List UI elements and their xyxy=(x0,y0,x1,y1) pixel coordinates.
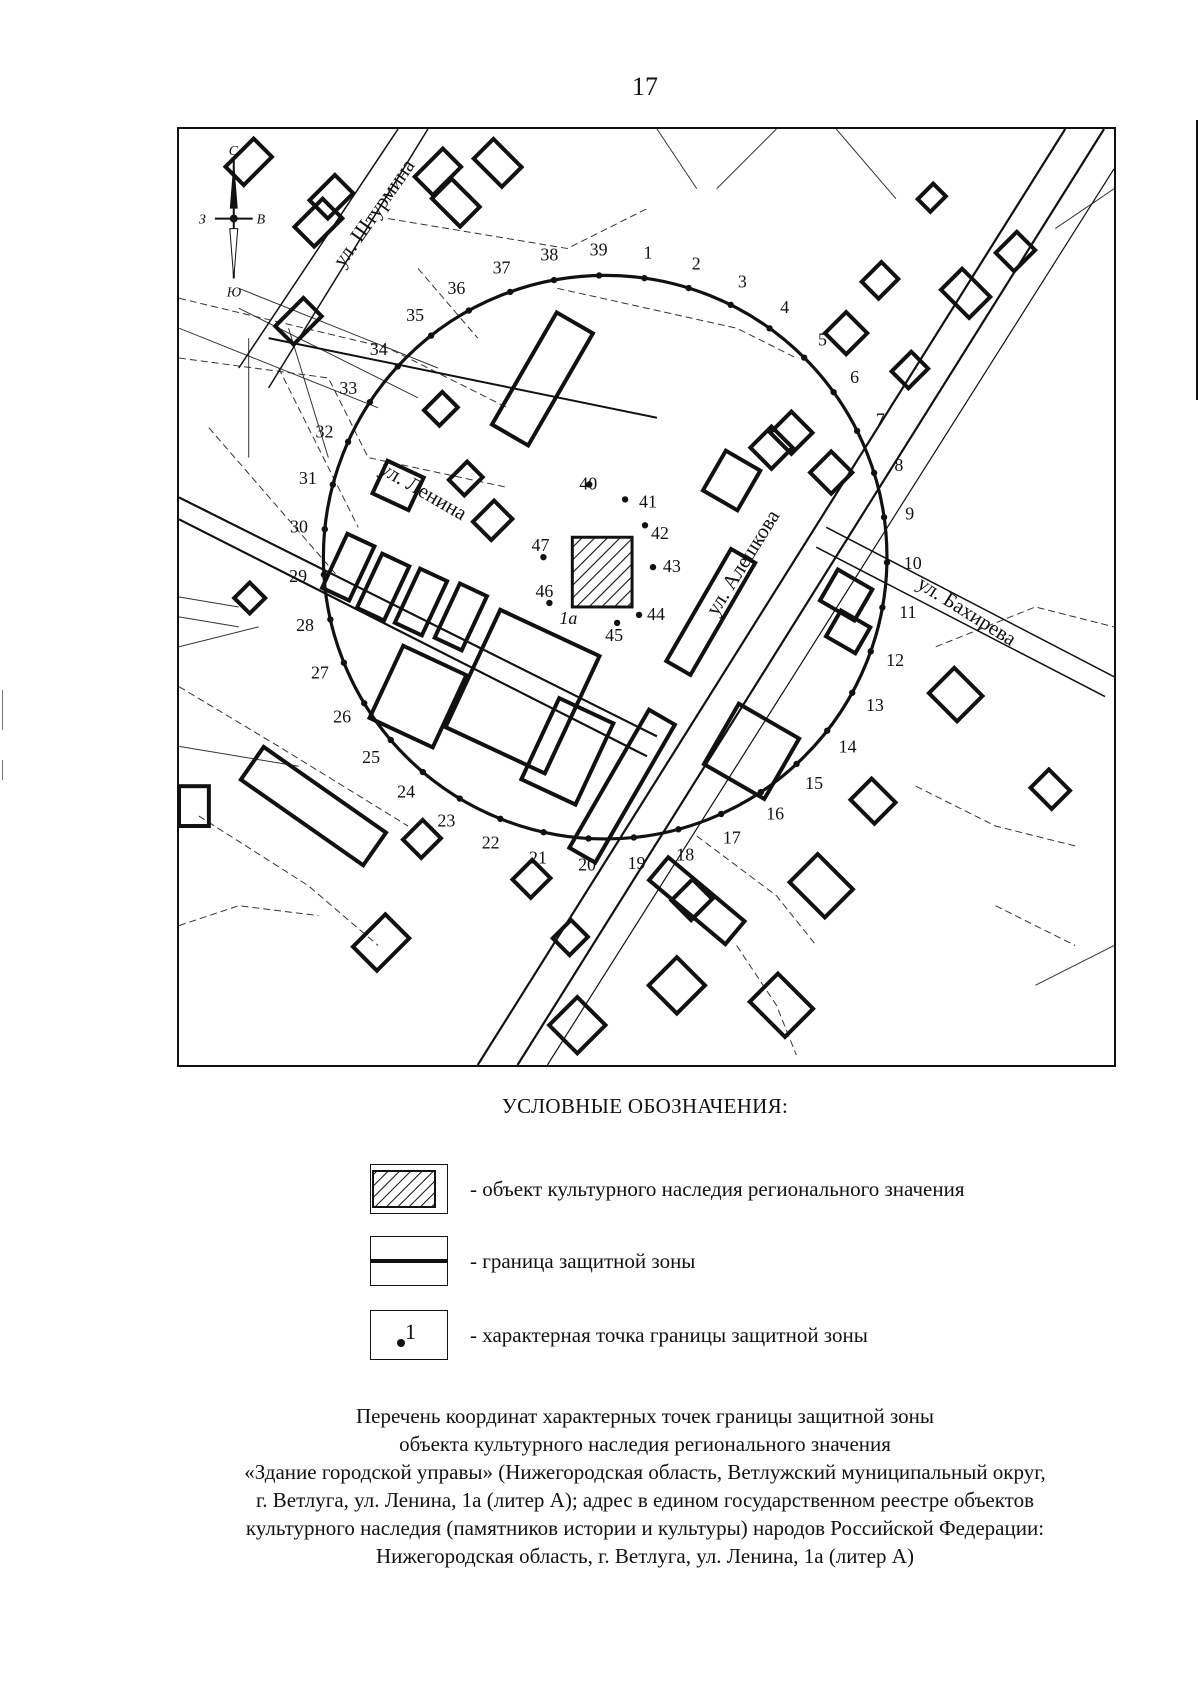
boundary-point-label: 11 xyxy=(899,602,917,623)
boundary-point-13 xyxy=(849,690,855,696)
street-label-bakhireva: ул. Бахирева xyxy=(913,570,1021,651)
boundary-point-label: 3 xyxy=(737,271,747,292)
boundary-point-18 xyxy=(675,826,681,832)
boundary-point-label: 21 xyxy=(529,847,547,868)
compass-west: З xyxy=(198,212,206,228)
heritage-object xyxy=(572,537,632,607)
boundary-point-label: 41 xyxy=(639,491,657,512)
boundary-point-label: 1 xyxy=(643,242,653,263)
boundary-point-label: 15 xyxy=(805,772,824,793)
boundary-point-29 xyxy=(321,571,327,577)
boundary-point-12 xyxy=(868,648,874,654)
margin-rule xyxy=(1196,120,1198,400)
boundary-point-label: 18 xyxy=(676,844,695,865)
boundary-point-label: 40 xyxy=(579,473,598,494)
boundary-point-label: 26 xyxy=(333,706,352,727)
boundary-point-1 xyxy=(641,275,647,281)
boundary-point-label: 7 xyxy=(875,409,885,430)
boundary-point-42 xyxy=(642,522,648,528)
boundary-point-label: 42 xyxy=(650,523,669,544)
legend-line-swatch xyxy=(370,1236,448,1286)
boundary-point-5 xyxy=(801,354,807,360)
boundary-point-label: 10 xyxy=(903,552,922,573)
coordinates-list-caption xyxy=(150,1402,1140,1570)
boundary-point-24 xyxy=(420,769,426,775)
legend-item-boundary xyxy=(370,1236,695,1286)
boundary-point-label: 5 xyxy=(817,329,827,350)
boundary-point-4 xyxy=(766,325,772,331)
boundary-point-label: 17 xyxy=(722,827,741,848)
boundary-point-label: 25 xyxy=(362,746,381,767)
boundary-point-27 xyxy=(341,660,347,666)
compass-rose xyxy=(199,144,266,300)
boundary-point-label: 16 xyxy=(766,803,785,824)
boundary-point-label: 36 xyxy=(447,277,466,298)
boundary-point-label: 35 xyxy=(406,305,425,326)
boundary-point-label: 34 xyxy=(369,338,388,359)
boundary-point-28 xyxy=(327,616,333,622)
boundary-point-21 xyxy=(540,829,546,835)
boundary-point-9 xyxy=(881,514,887,520)
boundary-point-label: 22 xyxy=(481,832,500,853)
boundary-point-label: 13 xyxy=(865,695,884,716)
boundary-point-label: 37 xyxy=(492,257,511,278)
margin-tick xyxy=(2,690,3,730)
boundary-point-label: 24 xyxy=(397,781,416,802)
boundary-point-35 xyxy=(428,332,434,338)
boundary-point-10 xyxy=(884,559,890,565)
caption-line: г. Ветлуга, ул. Ленина, 1а (литер А); адрес в едином государственном реестре объектов xyxy=(256,1488,1034,1512)
compass-east: В xyxy=(256,212,266,228)
boundary-point-22 xyxy=(497,816,503,822)
boundary-point-8 xyxy=(871,470,877,476)
caption-line: объекта культурного наследия регионального значения xyxy=(399,1432,891,1456)
boundary-point-17 xyxy=(718,811,724,817)
legend-label: - объект культурного наследия регионального значения xyxy=(470,1176,965,1201)
boundary-point-44 xyxy=(636,612,642,618)
boundary-point-label: 8 xyxy=(894,455,904,476)
boundary-point-36 xyxy=(466,307,472,313)
boundary-point-2 xyxy=(685,285,691,291)
street-label-aleshkova: ул. Алешкова xyxy=(700,505,785,620)
street-label-shturmina: ул. Штурмина xyxy=(327,154,420,272)
boundary-point-25 xyxy=(388,737,394,743)
boundary-point-label: 27 xyxy=(310,662,329,683)
compass-south: Ю xyxy=(226,285,242,301)
margin-tick xyxy=(2,760,3,780)
boundary-point-label: 30 xyxy=(290,516,308,537)
boundary-point-label: 29 xyxy=(289,566,308,587)
boundary-point-30 xyxy=(322,526,328,532)
boundary-point-20 xyxy=(585,835,591,841)
street-label-lenina: ул. Ленина xyxy=(375,456,472,526)
boundary-point-33 xyxy=(367,399,373,405)
boundary-point-37 xyxy=(507,289,513,295)
legend-title: УСЛОВНЫЕ ОБОЗНАЧЕНИЯ: xyxy=(501,1094,789,1118)
boundary-point-label: 19 xyxy=(627,853,646,874)
boundary-point-label: 46 xyxy=(535,581,554,601)
boundary-point-label: 23 xyxy=(437,810,456,831)
caption-line: Перечень координат характерных точек границы защитной зоны xyxy=(356,1404,934,1428)
legend-item-point xyxy=(370,1310,868,1360)
boundary-point-34 xyxy=(395,363,401,369)
caption-line: Нижегородская область, г. Ветлуга, ул. Ленина, 1а (литер А) xyxy=(376,1544,914,1568)
boundary-point-label: 38 xyxy=(540,244,559,265)
boundary-point-label: 43 xyxy=(662,556,681,577)
legend-hatch-swatch xyxy=(370,1164,448,1214)
boundary-point-label: 6 xyxy=(850,366,860,387)
boundary-point-label: 20 xyxy=(578,854,597,875)
boundary-point-label: 28 xyxy=(296,615,315,636)
boundary-point-label: 47 xyxy=(531,535,550,556)
caption-line: «Здание городской управы» (Нижегородская область, Ветлужский муниципальный округ, xyxy=(244,1460,1046,1484)
boundary-point-32 xyxy=(345,439,351,445)
map-canvas xyxy=(179,129,1114,1065)
boundary-point-31 xyxy=(330,481,336,487)
boundary-point-19 xyxy=(631,834,637,840)
street-lines xyxy=(179,129,1114,1065)
boundary-point-43 xyxy=(650,564,656,570)
boundary-point-16 xyxy=(758,789,764,795)
legend-label: - граница защитной зоны xyxy=(470,1248,696,1273)
boundary-point-label: 2 xyxy=(691,253,701,274)
legend-label: - характерная точка границы защитной зоны xyxy=(470,1322,868,1347)
boundary-point-label: 31 xyxy=(298,467,317,488)
boundary-point-label: 4 xyxy=(780,297,790,318)
boundary-point-26 xyxy=(361,700,367,706)
page-number: 17 xyxy=(632,72,658,101)
boundary-point-11 xyxy=(879,604,885,610)
boundary-point-label: 33 xyxy=(339,377,358,398)
boundary-point-41 xyxy=(622,496,628,502)
boundary-point-label: 14 xyxy=(838,736,857,757)
boundary-point-39 xyxy=(596,272,602,278)
legend-point-swatch xyxy=(370,1310,448,1360)
boundary-point-7 xyxy=(854,428,860,434)
boundary-point-14 xyxy=(824,727,830,733)
boundary-point-label: 12 xyxy=(886,650,905,671)
boundary-point-38 xyxy=(551,277,557,283)
boundary-point-label: 44 xyxy=(646,603,665,624)
legend-point-number: 1 xyxy=(405,1319,416,1344)
compass-north: С xyxy=(228,143,239,159)
boundary-point-label: 39 xyxy=(589,239,608,260)
legend-item-heritage-object xyxy=(370,1164,964,1214)
boundary-point-3 xyxy=(728,302,734,308)
boundary-point-label: 45 xyxy=(605,624,624,645)
caption-line: культурного наследия (памятников истории и культуры) народов Российской Федерации: xyxy=(245,1516,1045,1540)
boundary-point-15 xyxy=(793,761,799,767)
site-plan-map xyxy=(177,127,1116,1067)
boundary-point-6 xyxy=(830,389,836,395)
boundary-point-23 xyxy=(457,795,463,801)
boundary-point-label: 32 xyxy=(315,421,334,442)
object-label: 1а xyxy=(559,607,578,628)
boundary-point-label: 9 xyxy=(905,503,915,524)
